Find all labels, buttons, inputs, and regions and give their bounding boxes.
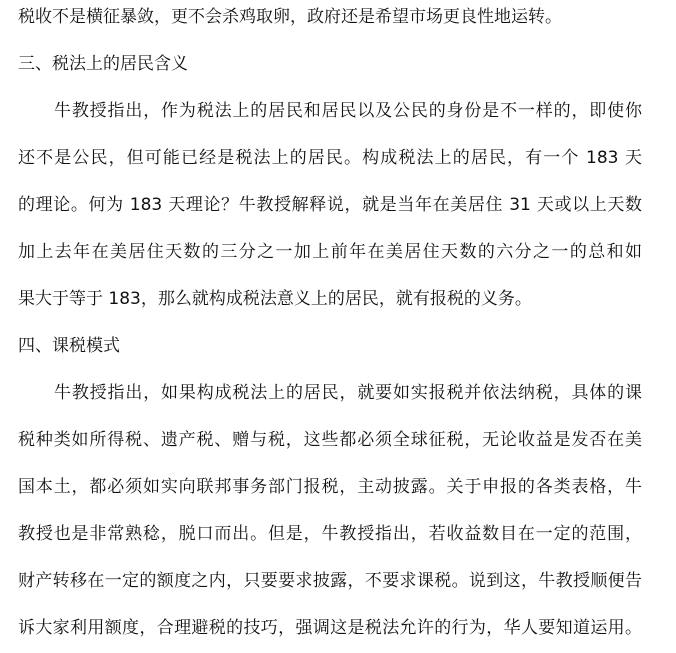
paragraph-line: 牛教授指出，作为税法上的居民和居民以及公民的身份是不一样的，即使你 (54, 101, 642, 121)
paragraph-line: 果大于等于 183，那么就构成税法意义上的居民，就有报税的义务。 (18, 289, 532, 309)
paragraph-line: 税种类如所得税、遗产税、赠与税，这些都必须全球征税，无论收益是发否在美 (18, 430, 642, 450)
paragraph-line: 的理论。何为 183 天理论？牛教授解释说，就是当年在美居住 31 天或以上天数 (18, 195, 642, 215)
paragraph-line: 还不是公民，但可能已经是税法上的居民。构成税法上的居民，有一个 183 天 (18, 148, 642, 168)
section-heading: 三、税法上的居民含义 (18, 54, 188, 74)
paragraph-line: 诉大家利用额度，合理避税的技巧，强调这是税法允许的行为，华人要知道运用。 (18, 618, 642, 638)
paragraph-line: 财产转移在一定的额度之内，只要要求披露，不要求课税。说到这，牛教授顺便告 (18, 571, 642, 591)
paragraph-line: 税收不是横征暴敛，更不会杀鸡取卵，政府还是希望市场更良性地运转。 (18, 7, 562, 27)
paragraph-line: 加上去年在美居住天数的三分之一加上前年在美居住天数的六分之一的总和如 (18, 242, 642, 262)
paragraph-line: 牛教授指出，如果构成税法上的居民，就要如实报税并依法纳税，具体的课 (54, 383, 642, 403)
section-heading: 四、课税模式 (18, 336, 120, 356)
paragraph-line: 教授也是非常熟稔，脱口而出。但是，牛教授指出，若收益数目在一定的范围， (18, 524, 642, 544)
paragraph-line: 国本土，都必须如实向联邦事务部门报税，主动披露。关于申报的各类表格，牛 (18, 477, 642, 497)
